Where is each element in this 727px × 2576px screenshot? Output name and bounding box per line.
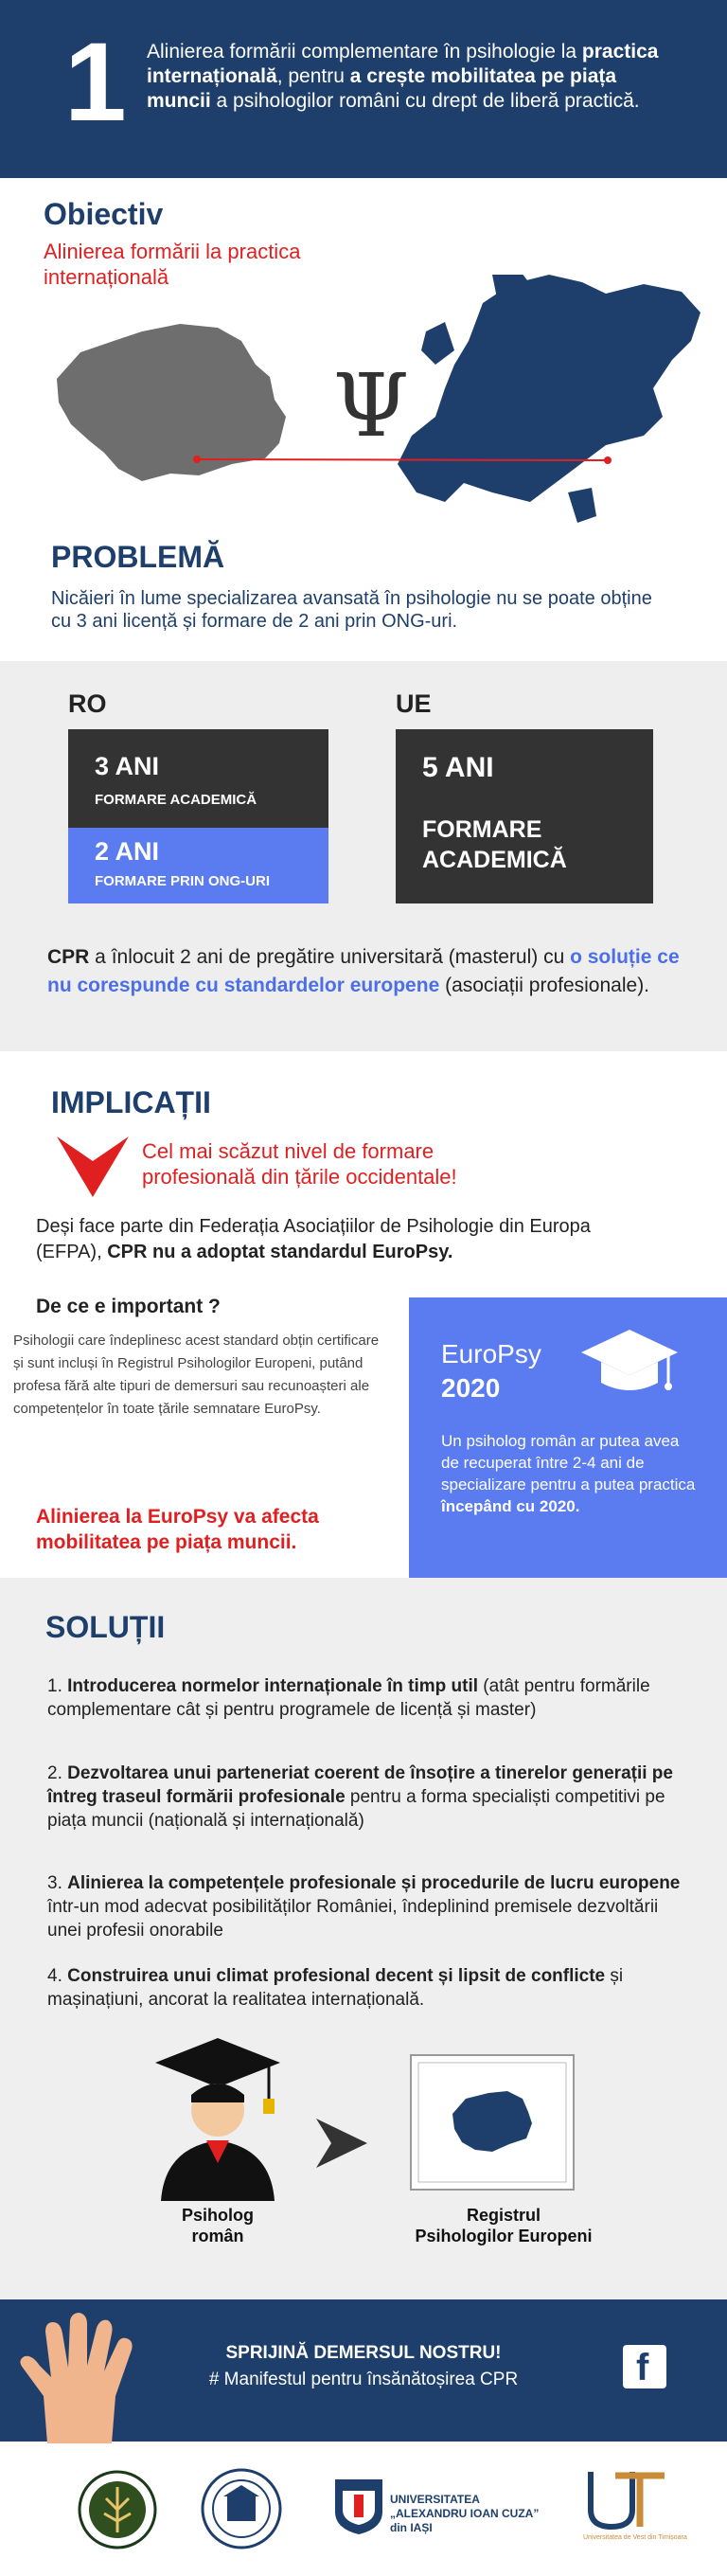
problem-text: Nicăieri în lume specializarea avansată în psihologie nu se poate obține cu 3 ani licență și formare de 2 ani prin ONG-uri. xyxy=(51,588,652,632)
header-text-part: , pentru xyxy=(276,65,350,87)
solution-num: 3. xyxy=(47,1873,68,1893)
solution-num: 4. xyxy=(47,1966,68,1986)
why-title: De ce e important ? xyxy=(36,1296,221,1317)
ue-label: UE xyxy=(396,689,432,718)
europsy-title-line1: EuroPsy xyxy=(441,1339,541,1368)
solution-rest: într-un mod adecvat posibilităților României, îndeplinind premisele dezvoltării unei profesii onorabile xyxy=(47,1897,659,1941)
facebook-letter: f xyxy=(636,2347,649,2388)
cpr-statement xyxy=(47,943,691,1000)
down-chevron-icon xyxy=(55,1133,131,1201)
graduate-label-line2: român xyxy=(191,2227,244,2245)
solution-rest: pentru a forma specialiști competitivi pe piața muncii (națională și internațională) xyxy=(47,1787,665,1831)
why-red-text: Alinierea la EuroPsy va afecta mobilitatea pe piața muncii. xyxy=(36,1506,319,1553)
right-chevron-icon xyxy=(312,2117,369,2170)
connection-line xyxy=(197,459,608,460)
registry-label-line2: Psihologilor Europeni xyxy=(415,2227,593,2245)
europsy-text-part: Un psiholog român ar putea avea de recuperat între 2-4 ani de specializare pentru a putea practica xyxy=(441,1432,696,1494)
uaic-line2: „ALEXANDRU IOAN CUZA” xyxy=(390,2507,540,2520)
romania-map-icon xyxy=(57,324,286,481)
uaic-line3: din IAȘI xyxy=(390,2521,433,2534)
implications-title: IMPLICAȚII xyxy=(51,1085,211,1119)
header-text-part: a psihologilor români cu drept de liberă practică. xyxy=(210,90,640,112)
uaic-crest-icon xyxy=(333,2478,384,2536)
graduate-label xyxy=(151,2205,284,2246)
ro-ngo-years: 2 ANI xyxy=(95,837,160,866)
graduate-icon xyxy=(151,2034,284,2201)
ro-academic-box xyxy=(68,729,328,828)
header-text xyxy=(147,40,677,114)
uaic-line1: UNIVERSITATEA xyxy=(390,2493,480,2506)
header-text-bold: practica internațională xyxy=(147,41,659,87)
cpr-bold: CPR xyxy=(47,946,90,968)
solution-bold: Introducerea normelor internaționale în timp util xyxy=(67,1676,479,1696)
cpr-text-part: (asociații profesionale). xyxy=(439,975,650,996)
ro-label: RO xyxy=(68,689,107,718)
solution-num: 1. xyxy=(47,1676,68,1696)
why-text: Psihologii care îndeplinesc acest standard obțin certificare și sunt incluși în Registrul Psihologilor Europeni, putând profesa fără alte tipuri de demersuri sau recunoașteri ale competențelor în toate țările semnatare EuroPsy. xyxy=(13,1333,380,1417)
ue-years: 5 ANI xyxy=(422,752,494,783)
objective-title: Obiectiv xyxy=(44,197,164,231)
solution-item xyxy=(47,1674,686,1722)
ue-label-line1: FORMARE xyxy=(422,816,542,843)
europsy-box xyxy=(409,1297,727,1578)
europe-map-icon xyxy=(398,275,700,523)
psi-symbol: Ψ xyxy=(332,355,410,456)
uvt-logo-icon xyxy=(583,2466,668,2532)
ue-label-line2: ACADEMICĂ xyxy=(422,847,567,873)
graduation-cap-icon xyxy=(577,1326,682,1402)
solution-bold: Dezvoltarea unui parteneriat coerent de însoțire a tinerelor generații pe întreg traseul formării profesionale xyxy=(47,1763,673,1807)
solution-bold: Alinierea la competențele profesionale și procedurile de lucru europene xyxy=(67,1873,681,1893)
solution-item xyxy=(47,1964,686,2012)
europsy-text-bold: începând cu 2020. xyxy=(441,1497,580,1515)
cpr-highlight: o soluție ce nu corespunde cu standardelor europene xyxy=(47,946,680,996)
graduate-label-line1: Psiholog xyxy=(182,2206,254,2225)
footer-hashtag[interactable]: # Manifestul pentru însănătoșirea CPR xyxy=(208,2370,519,2389)
solution-rest: și mașinațiuni, ancorat la realitatea internațională. xyxy=(47,1966,624,2010)
europsy-title-line2: 2020 xyxy=(441,1373,501,1403)
registry-label-line1: Registrul xyxy=(466,2206,541,2225)
implications-red-text: Cel mai scăzut nivel de formare profesională din țările occidentale! xyxy=(142,1139,457,1189)
romania-dot xyxy=(193,456,201,463)
uaic-name xyxy=(390,2493,560,2535)
implications-text-bold: CPR nu a adoptat standardul EuroPsy. xyxy=(107,1242,453,1262)
cpr-text-part: a înlocuit 2 ani de pregătire universitară (masterul) cu xyxy=(89,946,571,968)
ro-ngo-label: FORMARE PRIN ONG-URI xyxy=(95,873,270,889)
ue-label-text xyxy=(422,814,567,875)
romania-europe-map xyxy=(38,275,700,530)
header-text-part: Alinierea formării complementare în psihologie la xyxy=(147,41,582,63)
ro-academic-label: FORMARE ACADEMICĂ xyxy=(95,792,257,808)
solutions-title: SOLUȚII xyxy=(45,1610,166,1644)
ro-ngo-box xyxy=(68,828,328,903)
objective-subtitle: Alinierea formării la practica internațională xyxy=(44,240,301,289)
association-logo-icon xyxy=(78,2470,157,2549)
footer-call-to-action: SPRIJINĂ DEMERSUL NOSTRU! xyxy=(225,2343,502,2363)
header-number: 1 xyxy=(64,20,127,145)
implications-text xyxy=(36,1214,661,1265)
solution-item xyxy=(47,1871,686,1942)
solution-bold: Construirea unui climat profesional decent și lipsit de conflicte xyxy=(67,1966,606,1986)
registry-label xyxy=(371,2205,636,2246)
solution-item xyxy=(47,1762,686,1833)
uvt-subtitle: Universitatea de Vest din Timișoara xyxy=(583,2534,687,2541)
solution-num: 2. xyxy=(47,1763,68,1783)
solution-rest: (atât pentru formările complementare cât și pentru programele de licență și master) xyxy=(47,1676,650,1720)
ue-academic-box xyxy=(396,729,653,903)
registry-certificate-icon xyxy=(409,2053,576,2191)
problem-title: PROBLEMĂ xyxy=(51,540,225,574)
europsy-text xyxy=(441,1430,697,1517)
ro-academic-years: 3 ANI xyxy=(95,752,160,780)
faculty-seal-icon xyxy=(201,2468,282,2549)
europe-dot xyxy=(604,456,612,464)
header-text-bold: a crește mobilitatea pe piața muncii xyxy=(147,65,617,112)
implications-text-part: Deși face parte din Federația Asociațiilor de Psihologie din Europa (EFPA), xyxy=(36,1216,591,1262)
